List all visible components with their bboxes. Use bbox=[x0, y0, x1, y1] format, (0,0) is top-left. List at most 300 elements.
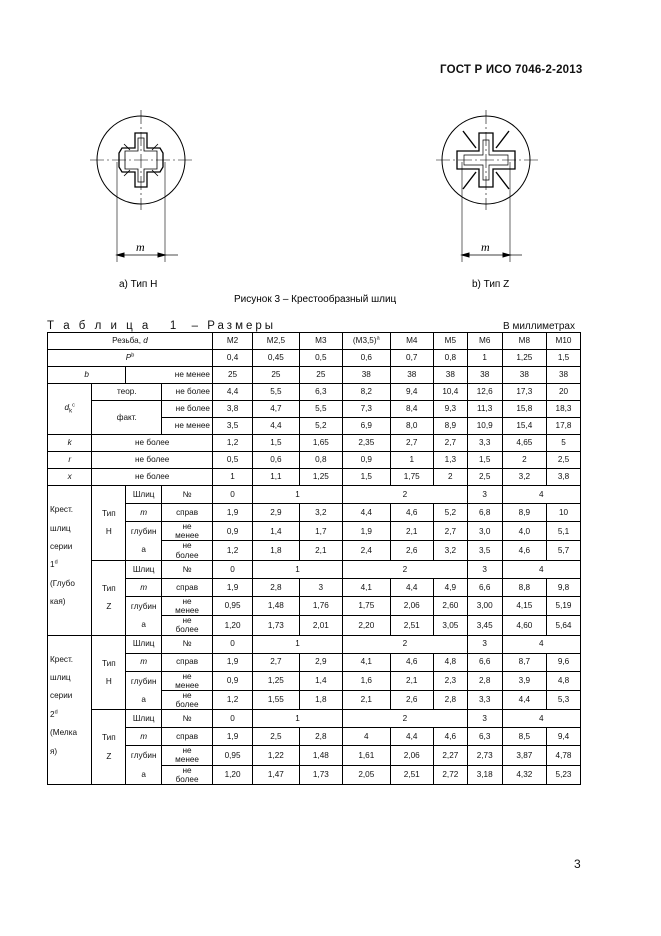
pitch-symbol: P bbox=[125, 353, 132, 363]
limit-label bbox=[162, 765, 213, 784]
limit-word: не bbox=[182, 616, 192, 626]
depth-value: 1,2 bbox=[212, 541, 252, 560]
depth-value: 2,8 bbox=[467, 671, 502, 690]
dk-value: 9,3 bbox=[433, 401, 467, 418]
limit-label: не более bbox=[92, 435, 213, 452]
dk-value: 5,2 bbox=[299, 418, 342, 435]
dk-value: 4,4 bbox=[212, 384, 252, 401]
dk-value: 11,3 bbox=[467, 401, 502, 418]
table-row bbox=[48, 452, 581, 469]
slot-number: 0 bbox=[212, 486, 252, 504]
dimension-m-label-b: m bbox=[481, 240, 490, 254]
dk-value: 4,7 bbox=[253, 401, 300, 418]
limit-word: менее bbox=[175, 755, 199, 765]
depth-value: 1,20 bbox=[212, 616, 252, 635]
limit-word: более bbox=[175, 625, 199, 635]
limit-label: не более bbox=[162, 401, 213, 418]
m-value: 4,9 bbox=[433, 578, 467, 596]
fact-label: факт. bbox=[92, 401, 162, 435]
dimensions-table bbox=[47, 332, 581, 785]
pitch-value: 0,45 bbox=[253, 350, 300, 367]
size-header bbox=[547, 333, 581, 350]
footnote-mark: b bbox=[131, 352, 135, 359]
pitch-value: 0,7 bbox=[390, 350, 433, 367]
x-value: 1,5 bbox=[343, 469, 391, 486]
size-header bbox=[212, 333, 252, 350]
dk-value: 17,3 bbox=[502, 384, 546, 401]
type-letter: Z bbox=[106, 602, 112, 612]
limit-word: не bbox=[182, 541, 192, 551]
m-value: 8,7 bbox=[502, 653, 546, 671]
m-value: 4,4 bbox=[343, 504, 391, 522]
dk-value: 10,4 bbox=[433, 384, 467, 401]
limit-word: не bbox=[182, 522, 192, 531]
series-label-line: (Глубо bbox=[50, 578, 75, 588]
k-value: 4,65 bbox=[502, 435, 546, 452]
depth-value: 1,55 bbox=[253, 690, 300, 709]
r-value: 1 bbox=[390, 452, 433, 469]
depth-value: 2,7 bbox=[433, 522, 467, 541]
depth-value: 4,78 bbox=[547, 746, 581, 765]
series-label-line: (Мелка bbox=[50, 728, 78, 738]
limit-word: не bbox=[182, 596, 192, 606]
m-value: 2,7 bbox=[253, 653, 300, 671]
slot-number: 3 bbox=[467, 486, 502, 504]
size-header bbox=[299, 333, 342, 350]
dk-value: 7,3 bbox=[343, 401, 391, 418]
size-header bbox=[433, 333, 467, 350]
r-label bbox=[48, 452, 92, 469]
depth-value: 2,20 bbox=[343, 616, 391, 635]
m-label bbox=[126, 728, 162, 746]
r-value: 0,5 bbox=[212, 452, 252, 469]
depth-label bbox=[126, 671, 162, 710]
type-label bbox=[92, 710, 126, 785]
k-value: 1,5 bbox=[253, 435, 300, 452]
depth-value: 2,4 bbox=[343, 541, 391, 560]
r-value: 1,5 bbox=[467, 452, 502, 469]
depth-value: 0,95 bbox=[212, 746, 252, 765]
k-value: 2,7 bbox=[433, 435, 467, 452]
x-value: 2 bbox=[433, 469, 467, 486]
m-label bbox=[126, 578, 162, 596]
ref-label: справ bbox=[162, 653, 213, 671]
depth-label bbox=[126, 746, 162, 785]
ref-label: справ bbox=[162, 504, 213, 522]
dk-label bbox=[48, 384, 92, 435]
depth-value: 2,73 bbox=[467, 746, 502, 765]
depth-value: 1,48 bbox=[253, 596, 300, 615]
m-value: 4,6 bbox=[390, 504, 433, 522]
table-row bbox=[48, 671, 581, 690]
limit-word: менее bbox=[175, 531, 199, 541]
limit-word: более bbox=[175, 700, 199, 710]
dk-value: 8,0 bbox=[390, 418, 433, 435]
m-value: 1,9 bbox=[212, 728, 252, 746]
dk-symbol: d bbox=[64, 402, 70, 412]
b-symbol: b bbox=[84, 370, 89, 380]
m-value: 2,9 bbox=[299, 653, 342, 671]
number-label: № bbox=[162, 486, 213, 504]
table-row bbox=[48, 578, 581, 596]
ref-label: справ bbox=[162, 728, 213, 746]
depth-value: 4,0 bbox=[502, 522, 546, 541]
series-label bbox=[48, 486, 92, 636]
thread-header bbox=[48, 333, 213, 350]
m-value: 8,8 bbox=[502, 578, 546, 596]
slot-number: 2 bbox=[343, 710, 468, 728]
number-label: № bbox=[162, 560, 213, 578]
depth-value: 1,61 bbox=[343, 746, 391, 765]
m-symbol: m bbox=[140, 582, 148, 592]
dk-value: 8,2 bbox=[343, 384, 391, 401]
m-symbol: m bbox=[140, 507, 148, 517]
limit-word: менее bbox=[175, 680, 199, 690]
depth-value: 5,64 bbox=[547, 616, 581, 635]
pitch-label bbox=[48, 350, 213, 367]
depth-word: глубин bbox=[130, 601, 157, 611]
footnote-mark: d bbox=[54, 559, 58, 566]
type-word: Тип bbox=[101, 733, 116, 743]
dk-value: 17,8 bbox=[547, 418, 581, 435]
r-value: 1,3 bbox=[433, 452, 467, 469]
type-word: Тип bbox=[101, 658, 116, 668]
b-value: 38 bbox=[467, 367, 502, 384]
depth-value: 1,48 bbox=[299, 746, 342, 765]
b-value: 25 bbox=[212, 367, 252, 384]
slot-number: 1 bbox=[253, 635, 343, 653]
limit-label bbox=[162, 690, 213, 709]
slot-label: Шлиц bbox=[126, 560, 162, 578]
page-number: 3 bbox=[574, 857, 581, 871]
m-value: 9,8 bbox=[547, 578, 581, 596]
table-row bbox=[48, 486, 581, 504]
depth-value: 3,2 bbox=[433, 541, 467, 560]
limit-label: не более bbox=[92, 469, 213, 486]
slot-number: 0 bbox=[212, 635, 252, 653]
limit-label bbox=[162, 671, 213, 690]
size-header bbox=[390, 333, 433, 350]
m-value: 4,8 bbox=[433, 653, 467, 671]
slot-label: Шлиц bbox=[126, 486, 162, 504]
slot-number: 2 bbox=[343, 560, 468, 578]
depth-value: 5,23 bbox=[547, 765, 581, 784]
table-row bbox=[48, 710, 581, 728]
r-value: 2,5 bbox=[547, 452, 581, 469]
b-value: 25 bbox=[253, 367, 300, 384]
depth-value: 2,1 bbox=[299, 541, 342, 560]
depth-value: 2,05 bbox=[343, 765, 391, 784]
m-value: 3 bbox=[299, 578, 342, 596]
m-value: 6,6 bbox=[467, 578, 502, 596]
depth-value: 1,75 bbox=[343, 596, 391, 615]
depth-value: 3,18 bbox=[467, 765, 502, 784]
pitch-value: 1 bbox=[467, 350, 502, 367]
number-label: № bbox=[162, 635, 213, 653]
limit-label: не более bbox=[92, 452, 213, 469]
depth-value: 3,00 bbox=[467, 596, 502, 615]
table-row bbox=[48, 469, 581, 486]
series-label-line: я) bbox=[50, 746, 58, 756]
depth-value: 3,9 bbox=[502, 671, 546, 690]
size-header bbox=[343, 333, 391, 350]
depth-value: 2,6 bbox=[390, 690, 433, 709]
pitch-value: 0,6 bbox=[343, 350, 391, 367]
m-value: 3,2 bbox=[299, 504, 342, 522]
k-value: 1,65 bbox=[299, 435, 342, 452]
size-header bbox=[467, 333, 502, 350]
x-label bbox=[48, 469, 92, 486]
series-label-line: 1 bbox=[50, 560, 55, 570]
table-row bbox=[48, 596, 581, 615]
depth-value: 2,1 bbox=[390, 522, 433, 541]
dk-value: 10,9 bbox=[467, 418, 502, 435]
m-value: 4,1 bbox=[343, 578, 391, 596]
table-row bbox=[48, 560, 581, 578]
size-label: М5 bbox=[444, 336, 457, 346]
depth-value: 5,19 bbox=[547, 596, 581, 615]
size-label: М10 bbox=[555, 336, 572, 346]
limit-label: не менее bbox=[162, 418, 213, 435]
type-label bbox=[92, 486, 126, 561]
limit-word: не bbox=[182, 690, 192, 700]
table-row bbox=[48, 333, 581, 350]
m-value: 1,9 bbox=[212, 578, 252, 596]
table-row bbox=[48, 504, 581, 522]
x-value: 3,2 bbox=[502, 469, 546, 486]
figure-label-a: а) Тип H bbox=[119, 279, 158, 290]
slot-number: 1 bbox=[253, 486, 343, 504]
x-value: 1 bbox=[212, 469, 252, 486]
pitch-value: 0,4 bbox=[212, 350, 252, 367]
m-value: 9,6 bbox=[547, 653, 581, 671]
depth-value: 1,20 bbox=[212, 765, 252, 784]
m-value: 2,8 bbox=[299, 728, 342, 746]
k-value: 2,7 bbox=[390, 435, 433, 452]
number-label: № bbox=[162, 710, 213, 728]
b-value: 38 bbox=[502, 367, 546, 384]
depth-word: а bbox=[141, 694, 146, 704]
limit-label: не более bbox=[162, 384, 213, 401]
limit-label bbox=[162, 522, 213, 541]
series-label bbox=[48, 635, 92, 785]
slot-number: 2 bbox=[343, 486, 468, 504]
dk-value: 5,5 bbox=[253, 384, 300, 401]
depth-value: 4,15 bbox=[502, 596, 546, 615]
table-row bbox=[48, 653, 581, 671]
series-label-line: шлиц bbox=[50, 673, 71, 682]
series-label-line: Крест. bbox=[50, 654, 74, 664]
depth-value: 1,76 bbox=[299, 596, 342, 615]
depth-value: 1,22 bbox=[253, 746, 300, 765]
dk-value: 8,4 bbox=[390, 401, 433, 418]
k-label bbox=[48, 435, 92, 452]
depth-value: 5,7 bbox=[547, 541, 581, 560]
m-value: 4,4 bbox=[390, 578, 433, 596]
m-value: 10 bbox=[547, 504, 581, 522]
depth-value: 0,95 bbox=[212, 596, 252, 615]
b-value: 38 bbox=[433, 367, 467, 384]
slot-number: 3 bbox=[467, 710, 502, 728]
dk-value: 18,3 bbox=[547, 401, 581, 418]
m-value: 2,5 bbox=[253, 728, 300, 746]
pitch-value: 0,5 bbox=[299, 350, 342, 367]
b-value: 38 bbox=[547, 367, 581, 384]
slot-number: 1 bbox=[253, 560, 343, 578]
m-value: 4,6 bbox=[390, 653, 433, 671]
b-label bbox=[48, 367, 126, 384]
m-value: 6,8 bbox=[467, 504, 502, 522]
slot-label: Шлиц bbox=[126, 635, 162, 653]
depth-value: 1,73 bbox=[299, 765, 342, 784]
depth-word: а bbox=[141, 545, 146, 555]
depth-value: 1,47 bbox=[253, 765, 300, 784]
depth-label bbox=[126, 522, 162, 561]
r-symbol: r bbox=[68, 455, 72, 465]
footnote-mark: a bbox=[376, 335, 380, 342]
slot-number: 4 bbox=[502, 486, 580, 504]
depth-value: 2,27 bbox=[433, 746, 467, 765]
x-value: 2,5 bbox=[467, 469, 502, 486]
limit-label bbox=[162, 596, 213, 615]
size-label: М3 bbox=[315, 336, 327, 346]
depth-word: а bbox=[141, 769, 146, 779]
depth-value: 2,06 bbox=[390, 746, 433, 765]
table-row bbox=[48, 367, 581, 384]
r-value: 0,6 bbox=[253, 452, 300, 469]
table-row bbox=[48, 635, 581, 653]
depth-value: 3,0 bbox=[467, 522, 502, 541]
m-value: 4 bbox=[343, 728, 391, 746]
depth-word: глубин bbox=[130, 676, 157, 686]
slot-number: 4 bbox=[502, 710, 580, 728]
m-value: 8,9 bbox=[502, 504, 546, 522]
depth-value: 2,72 bbox=[433, 765, 467, 784]
k-value: 3,3 bbox=[467, 435, 502, 452]
m-label bbox=[126, 504, 162, 522]
m-symbol: m bbox=[140, 657, 148, 667]
size-label: М2,5 bbox=[266, 336, 285, 346]
size-header bbox=[253, 333, 300, 350]
m-value: 4,1 bbox=[343, 653, 391, 671]
type-word: Тип bbox=[101, 509, 116, 519]
depth-value: 1,6 bbox=[343, 671, 391, 690]
depth-value: 2,1 bbox=[390, 671, 433, 690]
limit-label bbox=[162, 746, 213, 765]
limit-word: более bbox=[175, 774, 199, 784]
depth-value: 2,1 bbox=[343, 690, 391, 709]
m-value: 6,6 bbox=[467, 653, 502, 671]
series-label-line: 2 bbox=[50, 709, 55, 719]
depth-word: а bbox=[141, 620, 146, 630]
depth-value: 0,9 bbox=[212, 671, 252, 690]
dk-value: 12,6 bbox=[467, 384, 502, 401]
depth-value: 1,9 bbox=[343, 522, 391, 541]
footnote-mark: d bbox=[54, 709, 58, 716]
units-note: В миллиметрах bbox=[503, 321, 575, 332]
k-value: 1,2 bbox=[212, 435, 252, 452]
pitch-value: 1,5 bbox=[547, 350, 581, 367]
dk-sub: k bbox=[69, 408, 73, 415]
limit-label: не менее bbox=[126, 367, 213, 384]
series-label-line: Крест. bbox=[50, 505, 74, 515]
m-value: 4,6 bbox=[433, 728, 467, 746]
slot-number: 3 bbox=[467, 635, 502, 653]
thread-symbol: d bbox=[143, 336, 148, 346]
k-value: 2,35 bbox=[343, 435, 391, 452]
dk-value: 5,5 bbox=[299, 401, 342, 418]
dk-value: 3,8 bbox=[212, 401, 252, 418]
size-label: (М3,5) bbox=[352, 336, 377, 346]
depth-value: 4,8 bbox=[547, 671, 581, 690]
depth-value: 5,1 bbox=[547, 522, 581, 541]
m-value: 2,8 bbox=[253, 578, 300, 596]
slot-number: 3 bbox=[467, 560, 502, 578]
series-label-line: серии bbox=[50, 691, 73, 701]
r-value: 0,9 bbox=[343, 452, 391, 469]
depth-value: 4,32 bbox=[502, 765, 546, 784]
depth-word: глубин bbox=[130, 751, 157, 761]
size-label: М6 bbox=[479, 336, 491, 346]
limit-word: более bbox=[175, 550, 199, 560]
depth-value: 2,06 bbox=[390, 596, 433, 615]
depth-value: 3,87 bbox=[502, 746, 546, 765]
dk-value: 15,4 bbox=[502, 418, 546, 435]
figure-label-b: b) Тип Z bbox=[472, 279, 510, 290]
limit-word: не bbox=[182, 765, 192, 775]
theor-label: теор. bbox=[92, 384, 162, 401]
depth-value: 2,51 bbox=[390, 616, 433, 635]
depth-value: 3,5 bbox=[467, 541, 502, 560]
depth-value: 2,01 bbox=[299, 616, 342, 635]
depth-value: 1,73 bbox=[253, 616, 300, 635]
depth-value: 2,8 bbox=[433, 690, 467, 709]
depth-value: 1,7 bbox=[299, 522, 342, 541]
table-row bbox=[48, 350, 581, 367]
pitch-value: 1,25 bbox=[502, 350, 546, 367]
r-value: 0,8 bbox=[299, 452, 342, 469]
depth-value: 4,60 bbox=[502, 616, 546, 635]
x-value: 1,25 bbox=[299, 469, 342, 486]
m-label bbox=[126, 653, 162, 671]
dk-value: 3,5 bbox=[212, 418, 252, 435]
pitch-value: 0,8 bbox=[433, 350, 467, 367]
figure-caption: Рисунок 3 – Крестообразный шлиц bbox=[234, 294, 397, 305]
slot-label: Шлиц bbox=[126, 710, 162, 728]
table-title: Т а б л и ц а 1 – Размеры bbox=[47, 320, 277, 332]
type-label bbox=[92, 560, 126, 635]
depth-label bbox=[126, 596, 162, 635]
depth-value: 1,8 bbox=[253, 541, 300, 560]
dk-value: 6,3 bbox=[299, 384, 342, 401]
b-value: 38 bbox=[390, 367, 433, 384]
slot-number: 4 bbox=[502, 635, 580, 653]
k-symbol: k bbox=[67, 438, 72, 448]
m-value: 5,2 bbox=[433, 504, 467, 522]
x-symbol: x bbox=[67, 472, 72, 482]
limit-label bbox=[162, 541, 213, 560]
slot-number: 4 bbox=[502, 560, 580, 578]
k-value: 5 bbox=[547, 435, 581, 452]
depth-value: 4,6 bbox=[502, 541, 546, 560]
dk-value: 15,8 bbox=[502, 401, 546, 418]
dk-value: 4,4 bbox=[253, 418, 300, 435]
m-value: 1,9 bbox=[212, 653, 252, 671]
depth-value: 1,25 bbox=[253, 671, 300, 690]
r-value: 2 bbox=[502, 452, 546, 469]
type-letter: H bbox=[105, 527, 112, 537]
slot-number: 0 bbox=[212, 560, 252, 578]
